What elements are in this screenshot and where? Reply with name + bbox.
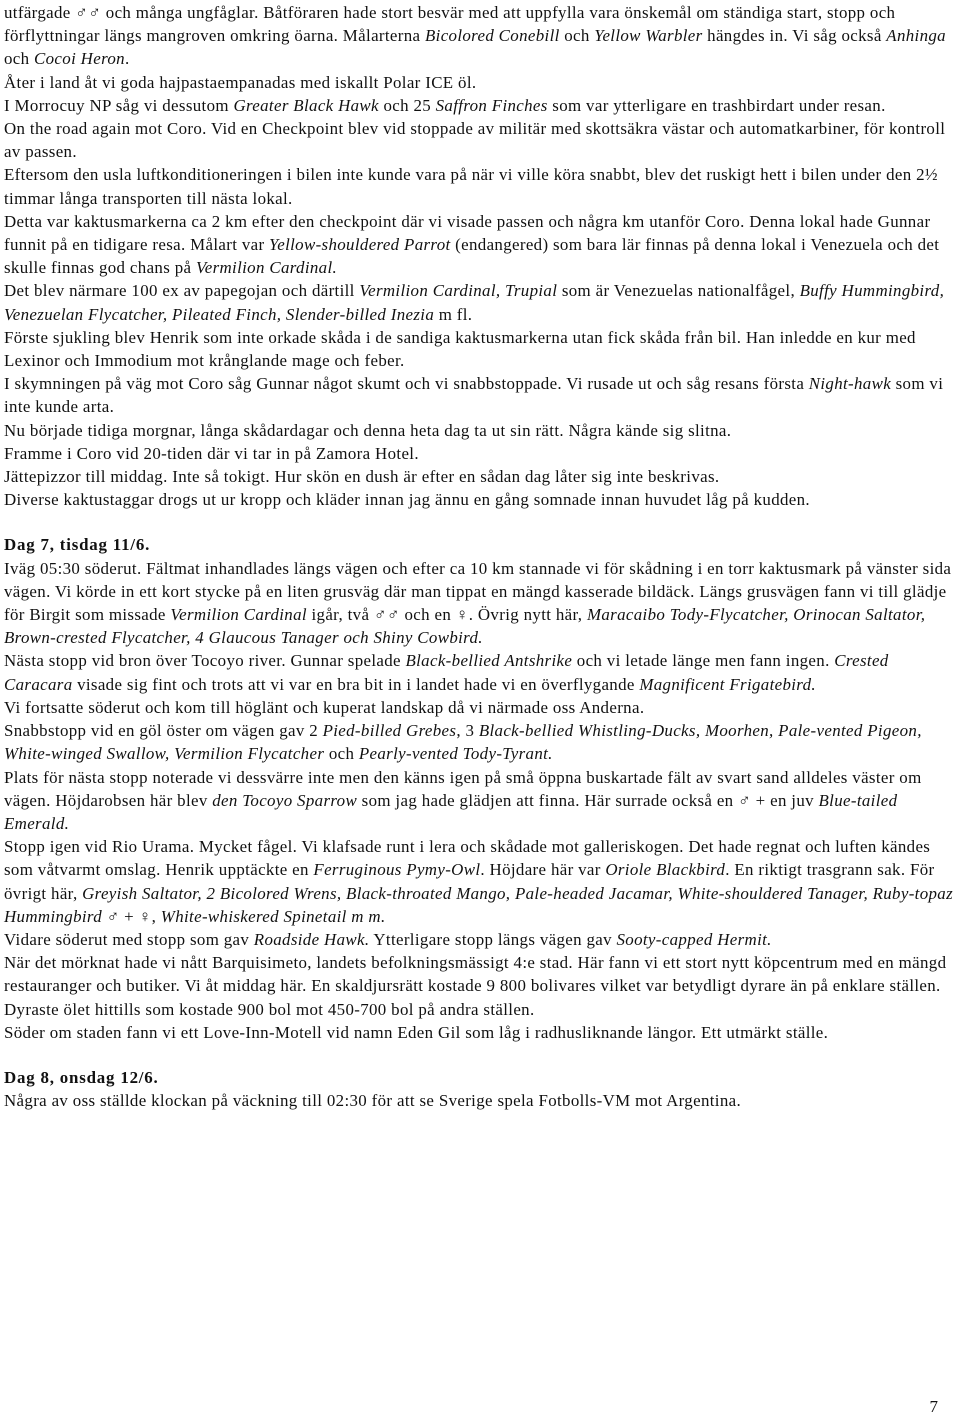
species-name: Cocoi Heron: [34, 49, 125, 69]
text-run: ♂ + ♀,: [102, 906, 161, 926]
text-run: m fl.: [434, 304, 473, 324]
paragraph: [4, 1, 956, 71]
text-run: I skymningen på väg mot Coro såg Gunnar något skumt och vi snabbstoppade. Vi rusade ut och såg resans första: [4, 374, 809, 394]
text-run: . En riktigt trasgrann sak. För övrigt här,: [4, 860, 935, 903]
species-name: Pearly-vented Tody-Tyrant.: [358, 744, 553, 764]
species-name: Crested Caracara: [4, 651, 889, 694]
paragraph: [4, 1021, 956, 1044]
species-name: Night-hawk: [808, 374, 892, 394]
paragraph: [4, 94, 956, 117]
species-name: Black-bellied Whistling-Ducks, Moorhen, Pale-vented Pigeon, White-winged Swallow, Vermilion Flycatcher: [4, 721, 922, 764]
paragraph: [4, 488, 956, 511]
paragraph: [4, 951, 956, 1021]
paragraph: [4, 117, 956, 163]
paragraph: [4, 163, 956, 209]
text-run: och vi letade länge men fann ingen.: [572, 651, 835, 671]
text-run: Detta var kaktusmarkerna ca 2 km efter den checkpoint där vi visade passen och några km utanför Coro. Denna lokal hade Gunnar funnit på en tidigare resa. Målart var: [4, 211, 931, 255]
text-run: Diverse kaktustaggar drogs ut ur kropp och kläder innan jag ännu en gång somnade innan huvudet låg på kudden.: [4, 490, 810, 510]
species-name: Yellow-shouldered Parrot: [269, 235, 451, 255]
species-name: Vermilion Cardinal, Trupial: [359, 281, 558, 301]
text-run: Eftersom den usla luftkonditioneringen i bilen inte kunde vara på när vi ville köra snabbt, blev det ruskigt hett i bilen under den 2½ timmar långa transporten till nästa lokal.: [4, 165, 938, 208]
species-name: Anhinga: [886, 26, 946, 46]
text-run: När det mörknat hade vi nått Barquisimeto, landets befolkningsmässigt 4:e stad. Här fann vi ett stort nytt köpcentrum med en mängd restauranger och butiker. Vi åt middag här. En skaldjursrätt kostade 9 800 bolivares vilket var betydligt dyrare än på enklare ställen. Dyraste ölet hittills som kostade 900 bol mot 450-700 bol på andra ställen.: [4, 953, 947, 1019]
species-name: Buffy Hummingbird, Venezuelan Flycatcher, Pileated Finch, Slender-billed Inezia: [4, 281, 945, 324]
document-page: [4, 1, 956, 1112]
text-run: som vi inte kunde arta.: [4, 374, 944, 417]
text-run: Åter i land åt vi goda hajpastaempanadas med iskallt Polar ICE öl.: [4, 72, 477, 92]
species-name: Greyish Saltator, 2 Bicolored Wrens, Black-throated Mango, Pale-headed Jacamar, White-shouldered Tanager, Ruby-topaz Hummingbird: [4, 883, 954, 926]
text-run: och: [559, 26, 595, 46]
text-run: Framme i Coro vid 20-tiden där vi tar in på Zamora Hotel.: [4, 443, 419, 463]
paragraph: [4, 835, 956, 928]
species-name: Magnificent Frigatebird.: [639, 674, 816, 694]
text-run: Nästa stopp vid bron över Tocoyo river. Gunnar spelade: [4, 651, 406, 671]
species-name: Vermilion Cardinal: [170, 605, 307, 625]
paragraph: [4, 928, 956, 951]
text-run: och 25: [378, 95, 436, 115]
species-name: Saffron Finches: [435, 95, 548, 115]
species-name: den Tocoyo Sparrow: [212, 790, 358, 810]
text-run: igår, två ♂♂ och en ♀. Övrig nytt här,: [306, 605, 587, 625]
text-run: Dag 8, onsdag 12/6.: [4, 1067, 159, 1087]
text-run: (endangered) som bara lär finnas på denna lokal i Venezuela och det skulle finnas god chans på: [4, 235, 940, 278]
paragraph: [4, 442, 956, 465]
paragraph: [4, 649, 956, 695]
text-run: som var ytterligare en trashbirdart under resan.: [547, 95, 886, 115]
text-run: On the road again mot Coro. Vid en Checkpoint blev vid stoppade av militär med skottsäkra västar och automatkarbiner, för kontroll av passen.: [4, 119, 946, 162]
day-heading: [4, 533, 956, 556]
page-number: 7: [929, 1397, 938, 1416]
paragraph: [4, 719, 956, 765]
text-run: Förste sjukling blev Henrik som inte orkade skåda i de sandiga kaktusmarkerna utan fick skåda från bil. Han inledde en kur med Lexinor och Immodium mot krånglande mage och feber.: [4, 327, 916, 371]
species-name: Maracaibo Tody-Flycatcher, Orinocan Saltator, Brown-crested Flycatcher, 4 Glaucous Tanager och Shiny Cowbird.: [4, 605, 926, 648]
text-run: Iväg 05:30 söderut. Fältmat inhandlades längs vägen och efter ca 10 km stannade vi för skådning i en torr kaktusmark på vänster sida vägen. Vi körde in ett kort stycke på en liten grusväg där man tippat en mängd kasserade bildäck. Längs grusvägen fann vi till glädje för Birgit som missade: [4, 558, 952, 625]
text-run: hängdes in. Vi såg också: [702, 26, 887, 46]
paragraph: [4, 71, 956, 94]
species-name: Blue-tailed Emerald.: [4, 790, 898, 833]
text-run: utfärgade ♂♂ och många ungfåglar. Båtföraren hade stort besvär med att uppfylla vara önskemål om ständiga start, stopp och förflyttningar längs mangroven omkring öarna. Målarterna: [4, 3, 896, 46]
text-run: Några av oss ställde klockan på väckning till 02:30 för att se Sverige spela Fotbolls-VM mot Argentina.: [4, 1091, 742, 1111]
paragraph: [4, 557, 956, 650]
species-name: Sooty-capped Hermit.: [616, 929, 772, 949]
text-run: Dag 7, tisdag 11/6.: [4, 535, 151, 555]
paragraph: [4, 279, 956, 325]
text-run: Snabbstopp vid en göl öster om vägen gav 2: [4, 721, 323, 741]
paragraph: [4, 419, 956, 442]
text-run: Jättepizzor till middag. Inte så tokigt. Hur skön en dush är efter en sådan dag låter sig inte beskrivas.: [4, 467, 720, 487]
text-run: Vidare söderut med stopp som gav: [4, 929, 254, 949]
species-name: Oriole Blackbird: [605, 860, 726, 880]
paragraph: [4, 766, 956, 836]
species-name: Yellow Warbler: [594, 26, 703, 46]
species-name: White-whiskered Spinetail m m.: [160, 906, 386, 926]
species-name: Ferruginous Pymy-Owl: [313, 860, 481, 880]
paragraph: [4, 372, 956, 418]
text-run: Nu började tidiga morgnar, långa skådardagar och denna heta dag ta ut sin rätt. Några kände sig slitna.: [4, 420, 732, 440]
text-run: som är Venezuelas nationalfågel,: [557, 281, 800, 301]
species-name: Black-bellied Antshrike: [405, 651, 573, 671]
text-run: Söder om staden fann vi ett Love-Inn-Motell vid namn Eden Gil som låg i radhusliknande längor. Ett utmärkt ställe.: [4, 1022, 829, 1042]
text-run: och: [324, 744, 359, 764]
text-run: Vi fortsatte söderut och kom till höglänt och kuperat landskap då vi närmade oss Anderna.: [4, 697, 645, 717]
text-run: Plats för nästa stopp noterade vi dessvärre inte men den känns igen på små öppna buskartade fält av svart sand alldeles väster om vägen. Höjdarobsen här blev: [4, 767, 922, 810]
species-name: Greater Black Hawk: [233, 95, 379, 115]
text-run: visade sig fint och trots att vi var en bra bit in i landet hade vi en överflygande: [72, 674, 640, 694]
text-run: I Morrocuy NP såg vi dessutom: [4, 95, 234, 115]
paragraph: [4, 465, 956, 488]
text-run: som jag hade glädjen att finna. Här surrade också en ♂ + en juv: [357, 790, 819, 810]
day-heading: [4, 1066, 956, 1089]
species-name: Bicolored Conebill: [424, 26, 560, 46]
paragraph: [4, 326, 956, 372]
text-run: Stopp igen vid Rio Urama. Mycket fågel. Vi klafsade runt i lera och skådade mot galleriskogen. Det hade regnat och luften kändes som våtvarmt omslag. Henrik upptäckte en: [4, 837, 931, 880]
text-run: Det blev närmare 100 ex av papegojan och därtill: [4, 281, 360, 301]
paragraph: [4, 1089, 956, 1112]
text-run: , 3: [456, 721, 479, 741]
paragraph: [4, 696, 956, 719]
text-run: och: [4, 49, 35, 69]
text-run: . Höjdare här var: [480, 860, 606, 880]
text-run: .: [124, 49, 130, 69]
text-run: Ytterligare stopp längs vägen gav: [369, 929, 617, 949]
paragraph: [4, 210, 956, 280]
species-name: Roadside Hawk.: [253, 929, 370, 949]
species-name: Vermilion Cardinal.: [195, 258, 338, 278]
species-name: Pied-billed Grebes: [322, 721, 457, 741]
